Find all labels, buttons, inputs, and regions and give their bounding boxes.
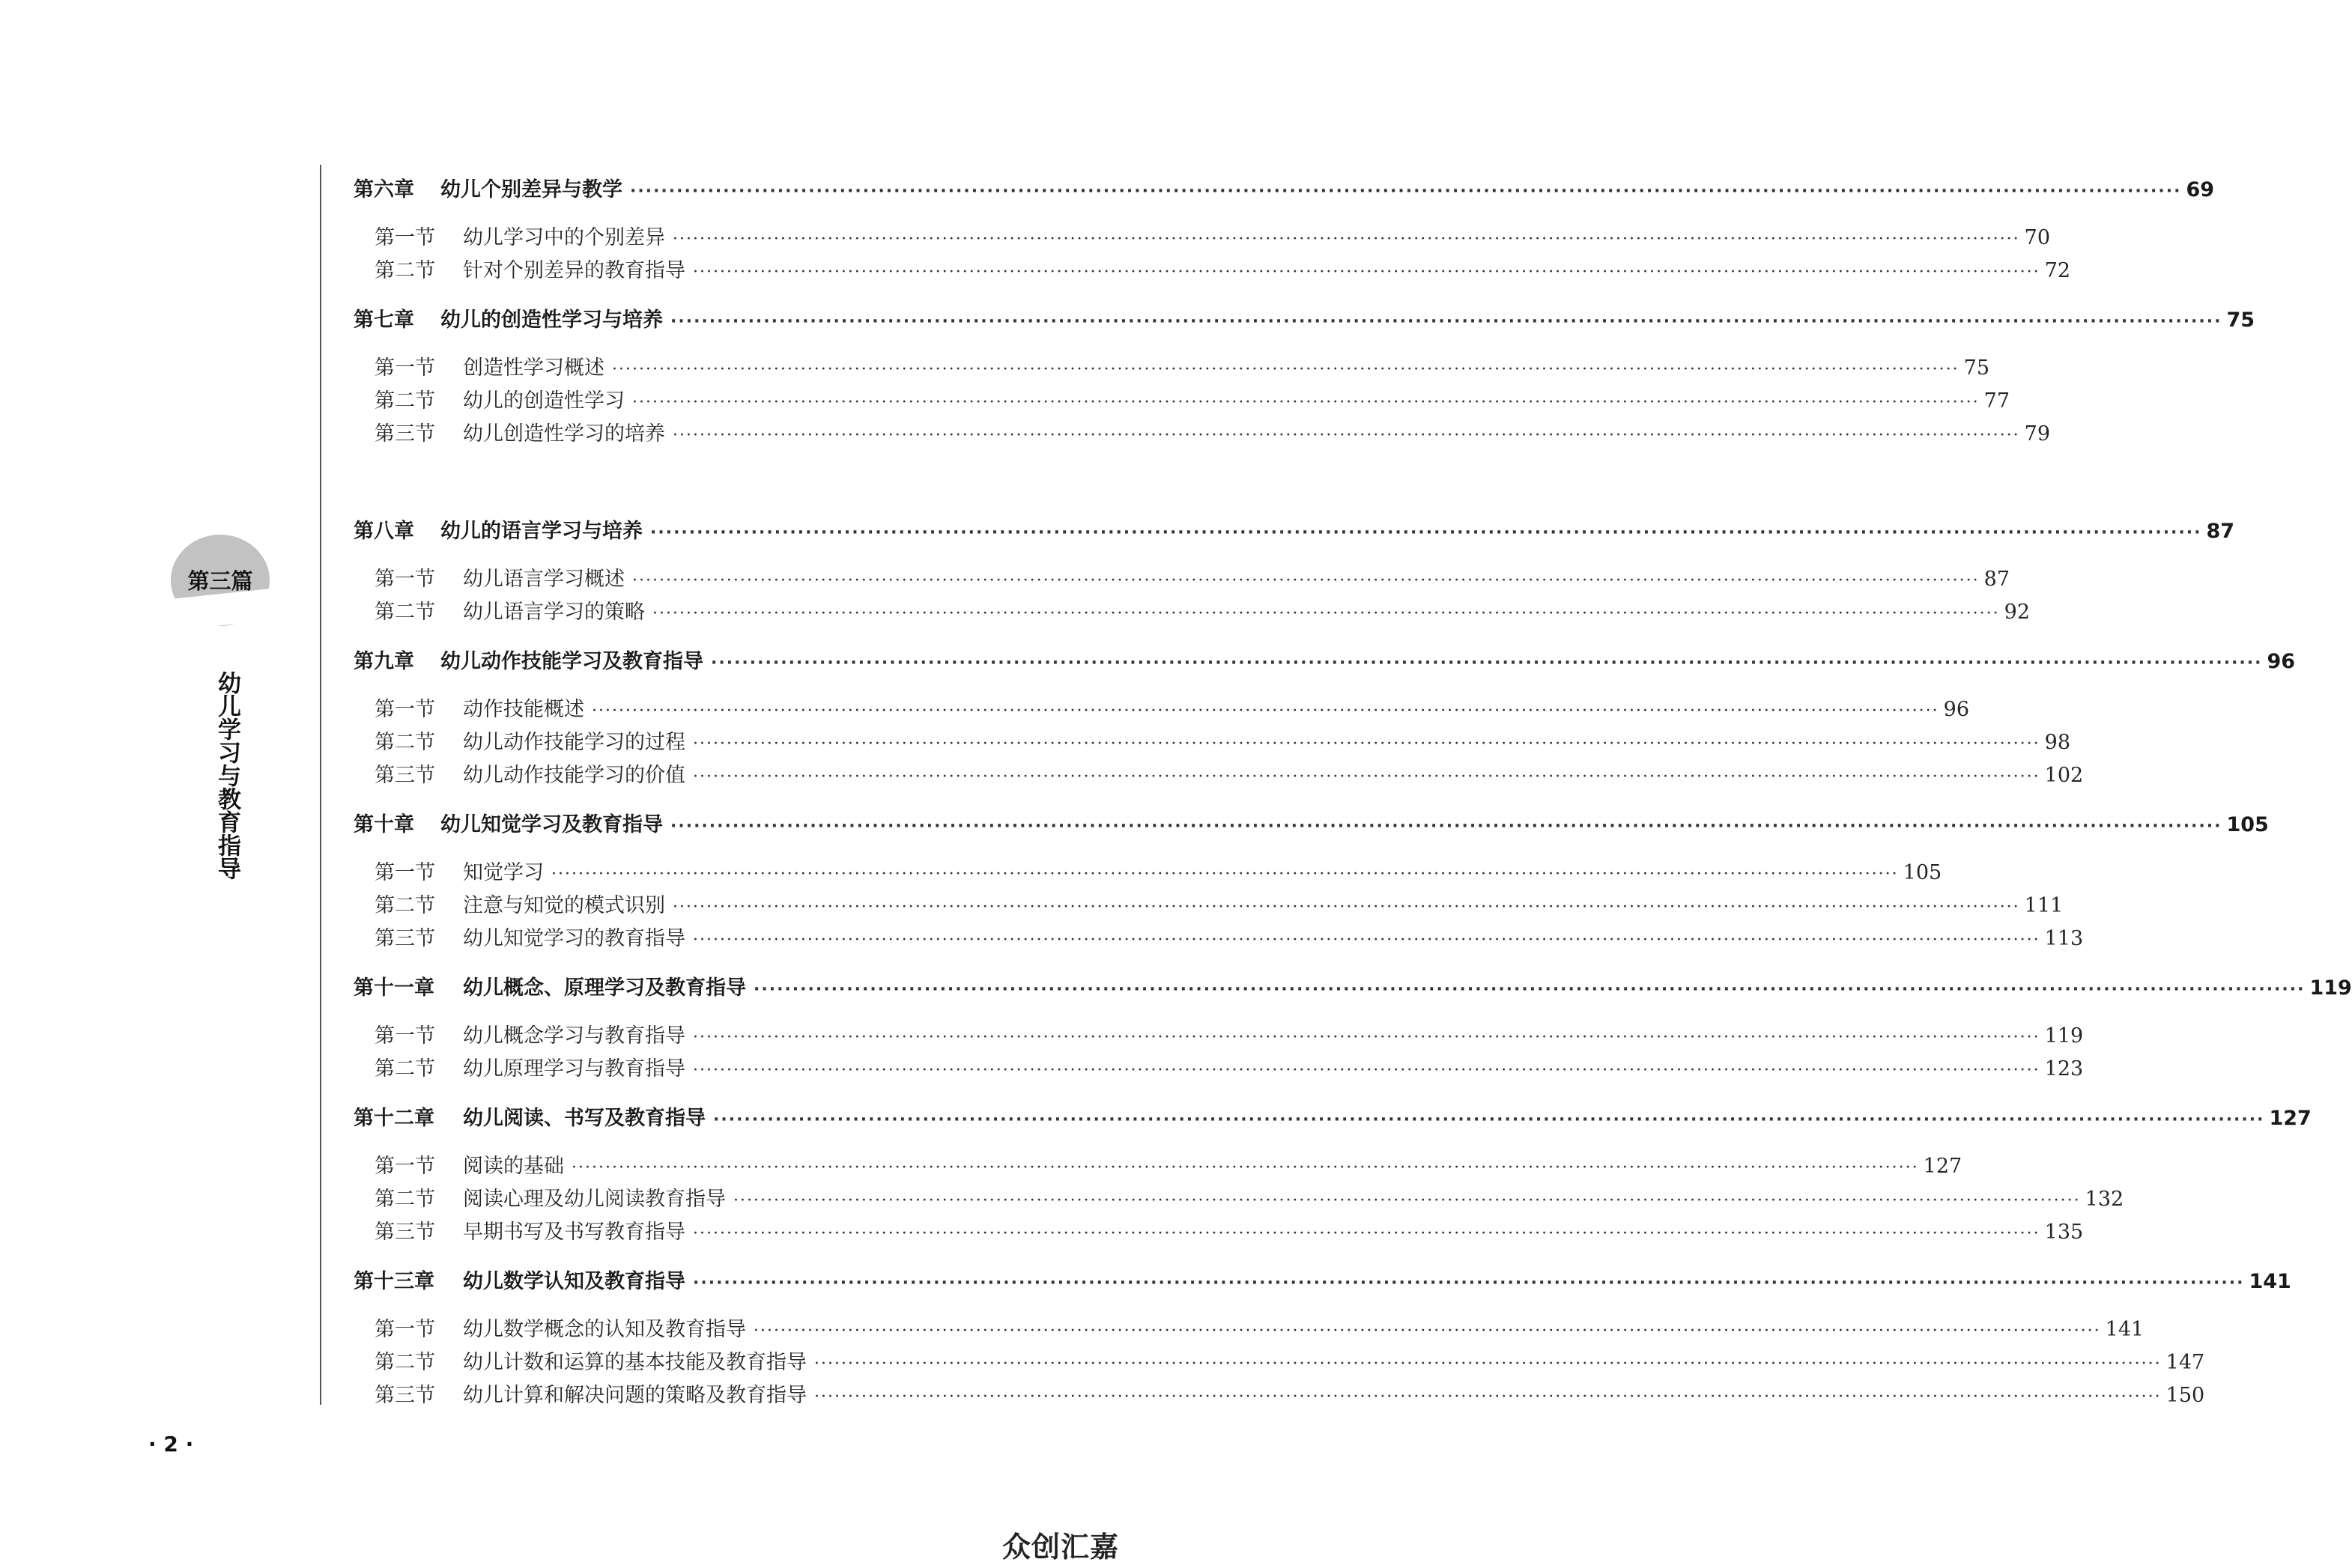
toc-dot-leader: ········································································································································································································: [733, 1191, 2081, 1210]
toc-entry-label: 第一节: [375, 861, 435, 884]
toc-section-row[interactable]: [354, 1346, 2205, 1379]
toc-chapter-row[interactable]: [354, 515, 2235, 548]
toc-entry-label: 第一节: [375, 568, 435, 591]
toc-spacer: [354, 288, 989, 304]
toc-dot-leader: ········································································································································································································: [673, 230, 2020, 249]
toc-entry-title: 幼儿概念、原理学习及教育指导: [463, 976, 746, 1000]
toc-page-number: 96: [2267, 650, 2296, 673]
toc-dot-leader: ········································································································································································································: [711, 654, 2263, 672]
toc-entry-title: 幼儿计数和运算的基本技能及教育指导: [463, 1351, 807, 1374]
toc-page-number: 150: [2165, 1384, 2205, 1407]
toc-chapter-row[interactable]: [354, 1265, 2291, 1298]
toc-page-number: 87: [1983, 568, 2010, 591]
toc-entry-title: 早期书写及书写教育指导: [463, 1221, 685, 1244]
toc-spacer: [354, 629, 989, 645]
toc-entry-label: 第一节: [375, 1318, 435, 1341]
toc-entry-title: 幼儿语言学习概述: [463, 568, 625, 591]
toc-entry-title: 幼儿概念学习与教育指导: [463, 1024, 685, 1048]
toc-entry-title: 幼儿创造性学习的培养: [463, 422, 665, 446]
toc-entry-label: 第八章: [354, 520, 414, 543]
toc-page-number: 96: [1943, 698, 1969, 721]
toc-section-row[interactable]: [354, 222, 2050, 255]
toc-dot-leader: ········································································································································································································: [612, 360, 1960, 379]
toc-dot-leader: ········································································································································································································: [632, 393, 1980, 412]
toc-entry-title: 幼儿的创造性学习与培养: [440, 309, 663, 332]
toc-page-number: 141: [2105, 1318, 2145, 1341]
toc-section-row[interactable]: [354, 890, 2064, 923]
toc-spacer: [354, 792, 989, 809]
toc-entry-title: 幼儿的语言学习与培养: [440, 520, 643, 543]
toc-entry-title: 知觉学习: [463, 861, 544, 884]
toc-dot-leader: ········································································································································································································: [572, 1158, 1919, 1177]
toc-page-number: 123: [2044, 1057, 2084, 1081]
toc-page-number: 102: [2044, 764, 2084, 787]
toc-entry-label: 第三节: [375, 422, 435, 446]
toc-page-number: 132: [2085, 1188, 2124, 1211]
toc-entry-label: 第十三章: [354, 1270, 434, 1293]
toc-section-row[interactable]: [354, 857, 1942, 890]
toc-entry-title: 幼儿动作技能学习及教育指导: [440, 650, 703, 673]
toc-entry-title: 阅读的基础: [463, 1155, 564, 1178]
toc-entry-label: 第二节: [375, 1057, 435, 1081]
toc-entry-label: 第一节: [375, 698, 435, 721]
toc-page-number: 105: [2226, 813, 2269, 836]
toc-page-number: 69: [2186, 178, 2215, 201]
toc-chapter-row[interactable]: [354, 304, 2255, 337]
toc-entry-title: 幼儿动作技能学习的价值: [463, 764, 685, 787]
toc-entry-label: 第二节: [375, 259, 435, 282]
toc-page-number: 111: [2024, 894, 2064, 917]
toc-page-number: 98: [2044, 731, 2070, 754]
toc-spacer: [354, 451, 989, 515]
toc-chapter-row[interactable]: [354, 645, 2296, 678]
toc-entry-label: 第一节: [375, 356, 435, 380]
toc-dot-leader: ········································································································································································································: [551, 865, 1899, 884]
toc-entry-title: 幼儿个别差异与教学: [440, 178, 622, 201]
toc-dot-leader: ········································································································································································································: [693, 735, 2040, 753]
toc-dot-leader: ········································································································································································································: [693, 263, 2040, 282]
toc-entry-label: 第二节: [375, 389, 435, 413]
toc-section-row[interactable]: [354, 596, 2030, 629]
toc-dot-leader: ········································································································································································································: [673, 898, 2020, 917]
toc-section-row[interactable]: [354, 255, 2070, 288]
toc-page-number: 113: [2044, 927, 2084, 950]
toc-entry-title: 创造性学习概述: [463, 356, 604, 380]
toc-page-number: 119: [2044, 1024, 2084, 1048]
toc-section-row[interactable]: [354, 563, 2010, 596]
toc-entry-title: 阅读心理及幼儿阅读教育指导: [463, 1188, 726, 1211]
toc-section-row[interactable]: [354, 352, 1989, 385]
toc-section-row[interactable]: [354, 1020, 2084, 1053]
toc-chapter-row[interactable]: [354, 809, 2269, 842]
toc-page-number: 119: [2309, 976, 2352, 1000]
toc-entry-title: 注意与知觉的模式识别: [463, 894, 665, 917]
toc-entry-label: 第一节: [375, 226, 435, 249]
toc-entry-title: 幼儿动作技能学习的过程: [463, 731, 685, 754]
toc-dot-leader: ········································································································································································································: [693, 1224, 2040, 1243]
toc-entry-label: 第三节: [375, 927, 435, 950]
toc-entry-label: 第二节: [375, 601, 435, 624]
toc-entry-label: 第三节: [375, 1384, 435, 1407]
toc-chapter-row[interactable]: [354, 174, 2215, 207]
toc-page-number: 77: [1983, 389, 2010, 413]
divider-line: [320, 165, 321, 1405]
toc-section-row[interactable]: [354, 1379, 2205, 1412]
toc-entry-title: 幼儿知觉学习的教育指导: [463, 927, 685, 950]
toc-section-row[interactable]: [354, 726, 2070, 759]
toc-dot-leader: ········································································································································································································: [754, 1322, 2101, 1340]
toc-section-row[interactable]: [354, 693, 1969, 726]
toc-entry-label: 第二节: [375, 894, 435, 917]
toc-dot-leader: ········································································································································································································: [652, 604, 2000, 623]
toc-dot-leader: ········································································································································································································: [670, 312, 2222, 331]
toc-entry-title: 幼儿的创造性学习: [463, 389, 625, 413]
page-number: · 2 ·: [148, 1432, 194, 1456]
toc-page-number: 127: [2269, 1107, 2312, 1130]
toc-entry-label: 第一节: [375, 1155, 435, 1178]
toc-section-row[interactable]: [354, 1053, 2084, 1086]
toc-entry-title: 幼儿阅读、书写及教育指导: [463, 1107, 706, 1130]
toc-section-row[interactable]: [354, 1216, 2084, 1249]
toc-entry-label: 第一节: [375, 1024, 435, 1048]
part-title: 幼儿学习与教育指导: [213, 671, 240, 880]
toc-dot-leader: ········································································································································································································: [630, 182, 2182, 201]
toc-dot-leader: ········································································································································································································: [693, 768, 2040, 786]
toc-entry-label: 第七章: [354, 309, 414, 332]
toc-entry-label: 第三节: [375, 1221, 435, 1244]
toc-dot-leader: ········································································································································································································: [814, 1388, 2162, 1406]
toc-page-number: 127: [1923, 1155, 1962, 1178]
toc-dot-leader: ········································································································································································································: [754, 980, 2306, 999]
part-label: 第三篇: [187, 568, 253, 594]
toc-entry-label: 第十章: [354, 813, 414, 836]
toc-spacer: [354, 1249, 989, 1265]
toc-dot-leader: ········································································································································································································: [632, 571, 1980, 590]
toc-entry-label: 第三节: [375, 764, 435, 787]
toc-entry-label: 第十二章: [354, 1107, 434, 1130]
toc-entry-label: 第九章: [354, 650, 414, 673]
toc-section-row[interactable]: [354, 418, 2050, 451]
toc-page-number: 105: [1903, 861, 1942, 884]
toc-entry-title: 针对个别差异的教育指导: [463, 259, 685, 282]
toc-section-row[interactable]: [354, 1183, 2124, 1216]
toc-page-number: 79: [2024, 422, 2050, 446]
toc-page-number: 141: [2249, 1270, 2291, 1293]
toc-dot-leader: ········································································································································································································: [650, 523, 2202, 542]
toc-entry-title: 幼儿原理学习与教育指导: [463, 1057, 685, 1081]
table-of-contents: [354, 174, 2352, 1412]
watermark-logo: 众创汇嘉: [1001, 1531, 1119, 1564]
toc-dot-leader: ········································································································································································································: [693, 1028, 2040, 1047]
toc-entry-title: 幼儿数学认知及教育指导: [463, 1270, 685, 1293]
toc-entry-title: 幼儿语言学习的策略: [463, 601, 645, 624]
toc-dot-leader: ········································································································································································································: [693, 1061, 2040, 1080]
toc-page-number: 72: [2044, 259, 2070, 282]
toc-section-row[interactable]: [354, 1150, 1962, 1183]
toc-spacer: [354, 1086, 989, 1102]
toc-entry-label: 第二节: [375, 1351, 435, 1374]
toc-chapter-row[interactable]: [354, 1102, 2312, 1135]
toc-dot-leader: ········································································································································································································: [814, 1355, 2162, 1373]
toc-entry-label: 第二节: [375, 731, 435, 754]
toc-entry-title: 幼儿学习中的个别差异: [463, 226, 665, 249]
toc-entry-label: 第二节: [375, 1188, 435, 1211]
toc-entry-title: 幼儿知觉学习及教育指导: [440, 813, 663, 836]
toc-entry-title: 幼儿计算和解决问题的策略及教育指导: [463, 1384, 807, 1407]
toc-entry-label: 第六章: [354, 178, 414, 201]
toc-page-number: 75: [2226, 309, 2255, 332]
toc-dot-leader: ········································································································································································································: [693, 1274, 2245, 1292]
toc-section-row[interactable]: [354, 385, 2010, 418]
toc-page-number: 75: [1963, 356, 1989, 380]
toc-dot-leader: ········································································································································································································: [713, 1110, 2265, 1129]
toc-section-row[interactable]: [354, 1313, 2145, 1346]
toc-dot-leader: ········································································································································································································: [592, 702, 1939, 720]
toc-spacer: [354, 955, 989, 972]
toc-page-number: 70: [2024, 226, 2050, 249]
toc-page-number: 87: [2206, 520, 2235, 543]
toc-dot-leader: ········································································································································································································: [693, 931, 2040, 949]
toc-section-row[interactable]: [354, 923, 2084, 955]
toc-chapter-row[interactable]: [354, 972, 2352, 1005]
toc-section-row[interactable]: [354, 759, 2084, 792]
toc-entry-title: 动作技能概述: [463, 698, 584, 721]
toc-page-number: 147: [2165, 1351, 2205, 1374]
toc-entry-title: 幼儿数学概念的认知及教育指导: [463, 1318, 746, 1341]
toc-dot-leader: ········································································································································································································: [673, 426, 2020, 445]
toc-page-number: 135: [2044, 1221, 2084, 1244]
toc-entry-label: 第十一章: [354, 976, 434, 1000]
toc-page-number: 92: [2004, 601, 2030, 624]
toc-dot-leader: ········································································································································································································: [670, 817, 2222, 836]
